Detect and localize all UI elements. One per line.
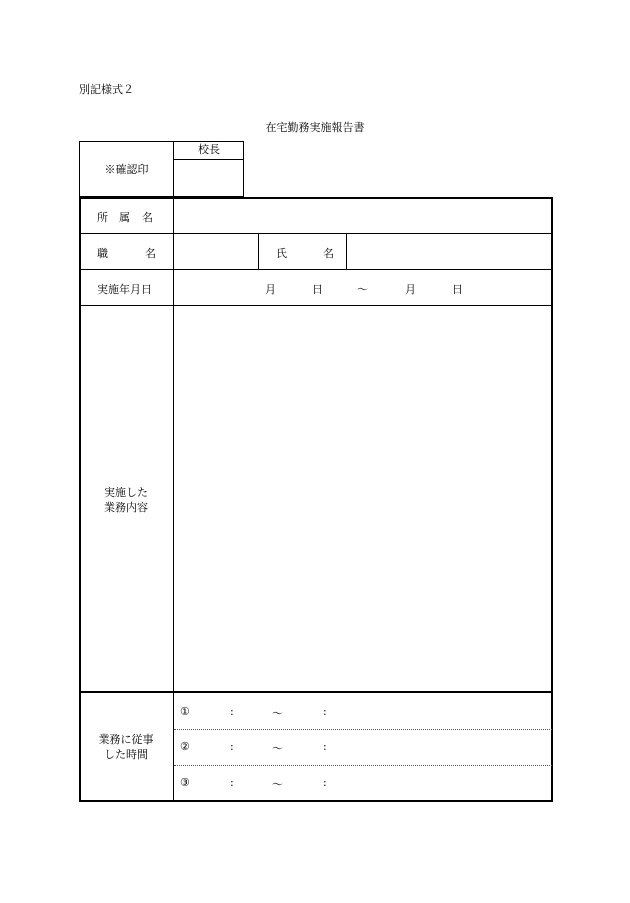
time-range-tilde: 〜 [272, 707, 283, 720]
label-char: 職 [97, 247, 108, 260]
form-label: 別記様式２ [79, 83, 134, 96]
time-start-colon: : [230, 705, 234, 718]
divider [258, 233, 259, 269]
divider [79, 691, 553, 693]
time-end-colon: : [323, 705, 327, 718]
time-end-colon: : [323, 776, 327, 789]
time-row-number: ① [180, 705, 190, 718]
confirmation-stamp-label-cell [79, 141, 174, 197]
confirmation-stamp-label: ※確認印 [104, 163, 149, 176]
label-char: 所 [97, 211, 108, 224]
document-title: 在宅勤務実施報告書 [265, 121, 365, 134]
working-hours-label [79, 732, 173, 762]
time-range-tilde: 〜 [272, 742, 283, 755]
date-label: 実施年月日 [97, 283, 152, 296]
time-range-tilde: 〜 [272, 778, 283, 791]
date-range-tilde: 〜 [357, 283, 368, 296]
position-field[interactable] [175, 235, 257, 268]
principal-label: 校長 [198, 143, 220, 156]
name-field[interactable] [348, 235, 551, 268]
divider [79, 233, 553, 234]
divider [173, 197, 174, 802]
date-end-month[interactable]: 月 [405, 283, 416, 296]
divider [346, 233, 347, 269]
work-content-label [79, 485, 173, 515]
label-char: 名 [142, 211, 153, 224]
label-char: 属 [119, 211, 130, 224]
work-content-label-line1: 実施した [104, 486, 148, 499]
time-end-colon: : [323, 740, 327, 753]
work-content-label-line2: 業務内容 [104, 501, 148, 514]
date-start-month[interactable]: 月 [265, 283, 276, 296]
principal-stamp-area[interactable] [174, 160, 244, 197]
time-row-number: ③ [180, 776, 190, 789]
time-start-colon: : [230, 776, 234, 789]
label-char: 名 [323, 247, 334, 260]
working-hours-label-line1: 業務に従事 [98, 733, 154, 746]
date-end-day[interactable]: 日 [452, 283, 463, 296]
affiliation-field[interactable] [175, 199, 551, 232]
label-char: 氏 [276, 247, 287, 260]
date-start-day[interactable]: 日 [312, 283, 323, 296]
divider [79, 269, 553, 270]
time-start-colon: : [230, 740, 234, 753]
work-content-field[interactable] [175, 307, 551, 690]
label-char: 名 [145, 247, 156, 260]
divider [79, 305, 553, 306]
time-row-number: ② [180, 740, 190, 753]
working-hours-label-line2: した時間 [104, 748, 148, 761]
